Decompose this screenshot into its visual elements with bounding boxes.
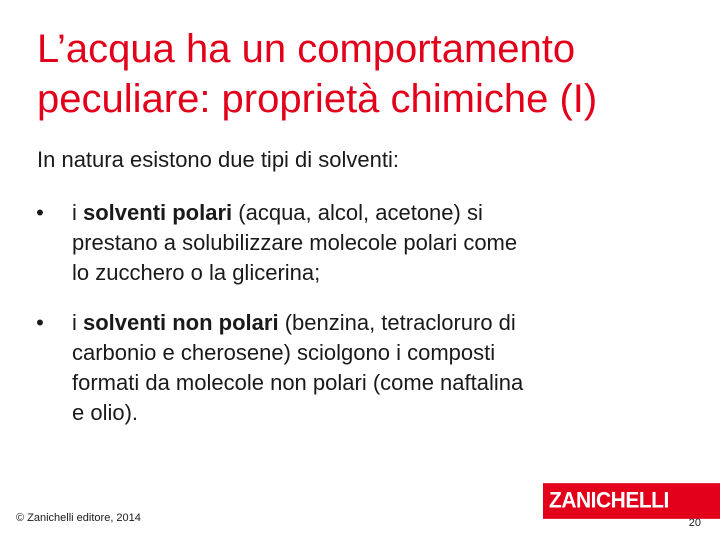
bullet-bold-term: solventi polari	[83, 200, 233, 225]
bullet-text: i	[72, 310, 83, 335]
slide-title-line-2: peculiare: proprietà chimiche (I)	[37, 77, 598, 121]
bullet-marker: •	[36, 310, 44, 335]
bullet-line: e olio).	[72, 400, 139, 425]
bullet-bold-term: solventi non polari	[83, 310, 279, 335]
slide-title-line-1: L’acqua ha un comportamento	[37, 27, 576, 71]
slide-title	[37, 24, 697, 124]
bullet-text: (benzina, tetracloruro di	[278, 310, 516, 335]
bullet-line	[72, 308, 670, 338]
bullet-line	[72, 198, 670, 228]
page-number: 20	[688, 517, 701, 529]
bullet-line: lo zucchero o la glicerina;	[72, 260, 321, 285]
bullet-line: prestano a solubilizzare molecole polari come	[72, 230, 518, 255]
bullet-line: formati da molecole non polari (come naftalina	[72, 370, 524, 395]
copyright-notice: © Zanichelli editore, 2014	[16, 512, 141, 524]
bullet-item-nonpolar-solvents	[30, 308, 670, 428]
bullet-text: i	[72, 200, 83, 225]
bullet-item-polar-solvents	[30, 198, 670, 288]
bullet-list	[30, 198, 670, 448]
bullet-line: carbonio e cherosene) sciolgono i composti	[72, 340, 496, 365]
intro-text: In natura esistono due tipi di solventi:	[37, 147, 400, 172]
bullet-marker: •	[36, 200, 44, 225]
bullet-text: (acqua, alcol, acetone) si	[232, 200, 483, 225]
publisher-logo: ZANICHELLI	[543, 483, 720, 519]
